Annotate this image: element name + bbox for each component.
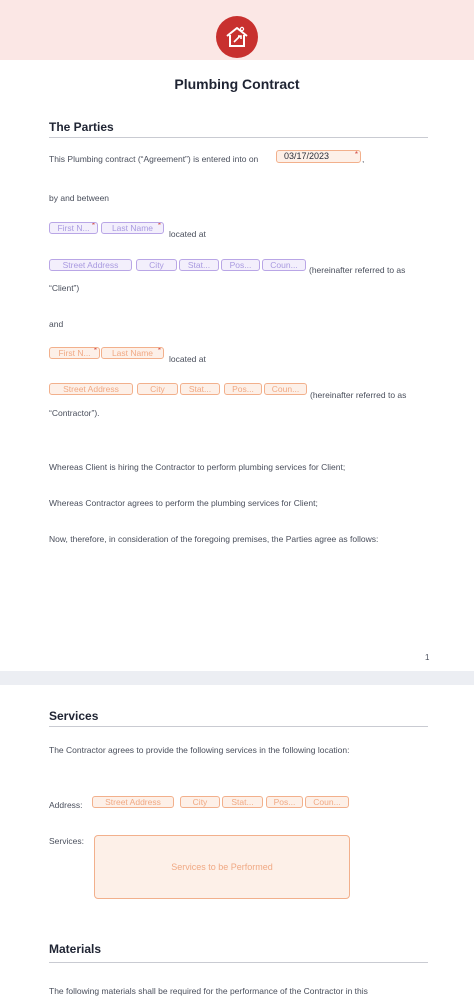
agreement-intro-text: This Plumbing contract (“Agreement”) is entered into on [49, 154, 259, 164]
parties-heading: The Parties [49, 120, 114, 134]
required-marker-icon: * [354, 150, 358, 159]
services-textarea[interactable] [94, 835, 350, 899]
contractor-located-at-text: located at [169, 354, 206, 364]
required-marker-icon: * [157, 222, 161, 230]
materials-intro-text: The following materials shall be required for the performance of the Contractor in this [49, 986, 368, 996]
by-and-between-text: by and between [49, 193, 110, 203]
page-break [0, 671, 474, 685]
client-postal-field[interactable]: Pos... [221, 259, 260, 271]
client-first-name-field[interactable] [49, 222, 98, 234]
whereas-contractor-text: Whereas Contractor agrees to perform the plumbing services for Client; [49, 498, 318, 508]
contractor-last-name-placeholder: Last Name [111, 348, 154, 358]
contractor-postal-field[interactable]: Pos... [224, 383, 262, 395]
agreement-date-field[interactable] [276, 150, 361, 163]
client-located-at-text: located at [169, 229, 206, 239]
client-city-field[interactable]: City [136, 259, 177, 271]
services-divider [49, 726, 428, 727]
required-marker-icon: * [157, 347, 161, 355]
contractor-street-field[interactable]: Street Address [49, 383, 133, 395]
client-referred-text: (hereinafter referred to as [309, 265, 406, 275]
services-label: Services: [49, 836, 84, 846]
and-text: and [49, 319, 64, 329]
client-first-name-placeholder: First N... [57, 223, 90, 233]
client-street-field[interactable]: Street Address [49, 259, 132, 271]
required-marker-icon: * [91, 222, 95, 230]
page-number: 1 [425, 653, 430, 662]
service-country-field[interactable]: Coun... [305, 796, 349, 808]
contractor-state-field[interactable]: Stat... [180, 383, 220, 395]
parties-divider [49, 137, 428, 138]
house-tools-icon [216, 16, 258, 58]
contractor-referred-text: (hereinafter referred to as [310, 390, 407, 400]
contractor-country-field[interactable]: Coun... [264, 383, 307, 395]
required-marker-icon: * [93, 347, 97, 355]
contractor-first-name-field[interactable] [49, 347, 100, 359]
contractor-last-name-field[interactable] [101, 347, 164, 359]
client-last-name-field[interactable] [101, 222, 164, 234]
address-label: Address: [49, 800, 83, 810]
intro-end-punctuation: , [362, 154, 365, 164]
contractor-first-name-placeholder: First N... [58, 348, 91, 358]
service-state-field[interactable]: Stat... [222, 796, 263, 808]
agreement-date-value: 03/17/2023 [284, 151, 330, 161]
services-heading: Services [49, 709, 99, 723]
now-therefore-text: Now, therefore, in consideration of the foregoing premises, the Parties agree as follows: [49, 534, 379, 544]
document-title: Plumbing Contract [174, 76, 300, 92]
service-city-field[interactable]: City [180, 796, 220, 808]
materials-heading: Materials [49, 942, 102, 956]
whereas-client-text: Whereas Client is hiring the Contractor to perform plumbing services for Client; [49, 462, 346, 472]
client-last-name-placeholder: Last Name [111, 223, 154, 233]
contractor-city-field[interactable]: City [137, 383, 178, 395]
services-intro-text: The Contractor agrees to provide the following services in the following location: [49, 745, 350, 755]
client-label-text: “Client”) [49, 283, 80, 293]
client-state-field[interactable]: Stat... [179, 259, 219, 271]
services-placeholder: Services to be Performed [171, 862, 273, 872]
service-postal-field[interactable]: Pos... [266, 796, 303, 808]
contractor-label-text: “Contractor”). [49, 408, 100, 418]
service-street-field[interactable]: Street Address [92, 796, 174, 808]
materials-divider [49, 962, 428, 963]
client-country-field[interactable]: Coun... [262, 259, 306, 271]
